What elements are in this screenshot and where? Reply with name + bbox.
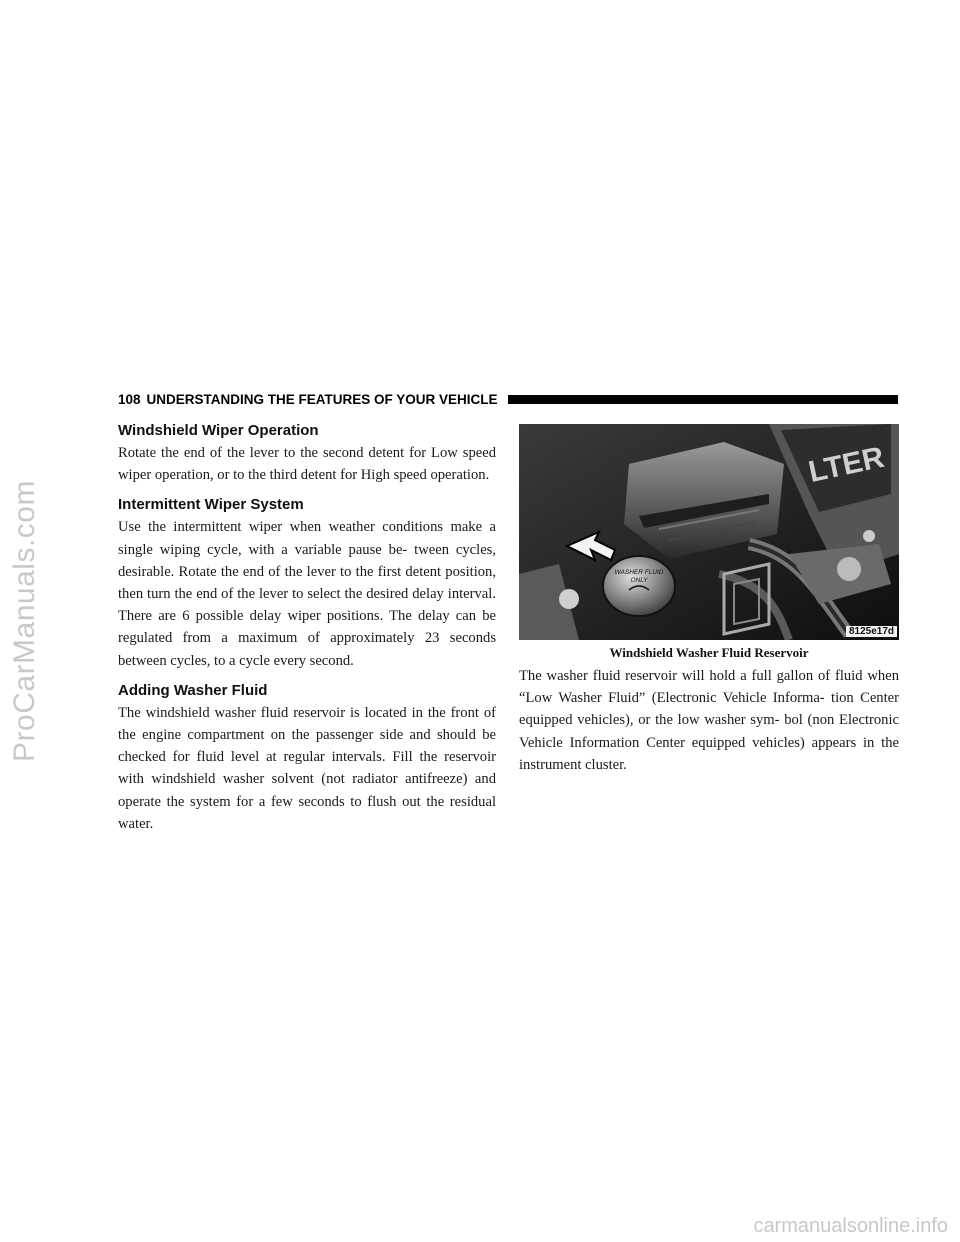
section-heading: Windshield Wiper Operation: [118, 422, 319, 439]
section-heading: Intermittent Wiper System: [118, 496, 304, 514]
side-watermark: [6, 0, 44, 1242]
bottom-watermark: carmanualsonline.info: [753, 1215, 948, 1237]
figure-code: 8125e17d: [846, 626, 897, 637]
engine-cover-lettering: LTER: [805, 440, 888, 489]
right-body-text: The washer fluid reservoir will hold a full gallon of fluid when “Low Washer Fluid” (Electronic Vehicle Informa- tion Center equipped vehicles), or the low washer sym- bol (non Electronic Vehicle Information Center equipped vehicles) appears in the instrument cluster.: [519, 668, 899, 773]
section-body: Rotate the end of the lever to the second detent for Low speed wiper operation, or to the third detent for High speed operation.: [118, 445, 496, 484]
page-header: [118, 388, 898, 410]
section-body: Use the intermittent wiper when weather conditions make a single wiping cycle, with a variable pause be- tween cycles, desirable. Rotate the end of the lever to the first detent position, then turn the end of the lever to select the desired delay interval. There are 6 possible delay wiper positions. The delay can be regulated from a maximum of approximately 23 seconds between cycles, to a cycle every second.: [118, 519, 496, 669]
header-rule: [508, 395, 898, 404]
section-title: UNDERSTANDING THE FEATURES OF YOUR VEHICLE: [146, 391, 498, 407]
washer-cap-label-line2: ONLY: [630, 577, 648, 584]
section-heading: Adding Washer Fluid: [118, 681, 268, 699]
right-column: [519, 424, 899, 784]
section-adding-washer-fluid: [118, 680, 496, 835]
page-number: 108: [118, 391, 141, 407]
left-column: [118, 420, 496, 843]
section-body: The windshield washer fluid reservoir is located in the front of the engine compartment on the passenger side and should be checked for fluid level at regular intervals. Fill the reservoir with windshield washer solvent (not radiator antifreeze) and operate the system for a few seconds to flush out the residual water.: [118, 704, 496, 832]
section-wiper-operation: [118, 420, 496, 486]
washer-reservoir-photo: [519, 424, 899, 640]
section-intermittent-wiper: [118, 494, 496, 671]
figure-caption: Windshield Washer Fluid Reservoir: [609, 645, 809, 660]
engine-bay-illustration: [519, 424, 899, 640]
washer-cap-label-line1: WASHER FLUID: [614, 569, 664, 576]
side-watermark-text: ProCarManuals.com: [8, 480, 41, 762]
